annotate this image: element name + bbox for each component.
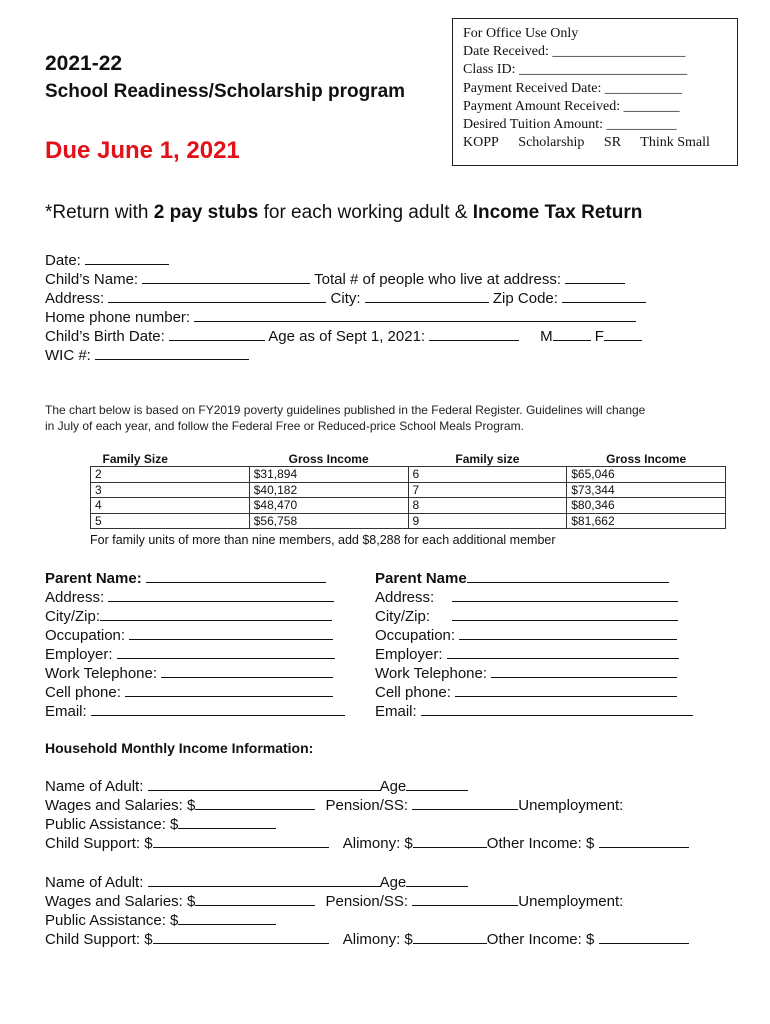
- parent1-name-label: Parent Name:: [45, 570, 142, 587]
- adult2-public-assistance-row: [45, 911, 276, 929]
- male-field[interactable]: [553, 327, 591, 341]
- adult1-age-label: Age: [379, 778, 407, 795]
- parent1-email-row: [45, 702, 345, 720]
- parent1-name-row: [45, 569, 326, 587]
- parent1-cell-row: [45, 683, 333, 701]
- parent1-occupation-label: Occupation:: [45, 627, 126, 644]
- table-cell: 8: [408, 498, 567, 514]
- parent2-email-field[interactable]: [421, 702, 693, 716]
- program-scholarship[interactable]: Scholarship: [518, 135, 585, 151]
- table-row: [91, 482, 726, 498]
- childs-name-label: Child’s Name:: [45, 271, 139, 288]
- table-cell: $80,346: [567, 498, 726, 514]
- office-use-box: [452, 18, 738, 166]
- adult1-public-assistance-field[interactable]: [178, 815, 276, 829]
- age-field[interactable]: [429, 327, 519, 341]
- program-think-small[interactable]: Think Small: [640, 135, 710, 151]
- office-class-id[interactable]: Class ID: ________________________: [463, 62, 687, 78]
- parent2-work-phone-field[interactable]: [491, 664, 677, 678]
- parent1-occupation-row: [45, 626, 333, 644]
- adult1-alimony-label: Alimony: $: [342, 835, 413, 852]
- adult1-age-field[interactable]: [406, 777, 468, 791]
- return-tax-return: Income Tax Return: [472, 202, 643, 223]
- col-header-family-size-2: Family size: [455, 452, 520, 466]
- home-phone-row: [45, 308, 636, 326]
- adult2-wages-row: [45, 892, 623, 910]
- program-kopp[interactable]: KOPP: [463, 135, 499, 151]
- adult2-age-label: Age: [379, 874, 407, 891]
- wic-row: [45, 346, 249, 364]
- adult2-name-field[interactable]: [148, 873, 380, 887]
- adult1-unemployment-label: Unemployment:: [518, 797, 624, 814]
- adult2-public-assistance-field[interactable]: [178, 911, 276, 925]
- table-cell: 5: [91, 513, 250, 529]
- school-year: 2021-22: [45, 52, 123, 75]
- table-header-row: [91, 452, 726, 467]
- address-field[interactable]: [108, 289, 326, 303]
- table-row: [91, 513, 726, 529]
- adult1-public-assistance-label: Public Assistance: $: [45, 816, 179, 833]
- table-cell: $40,182: [249, 482, 408, 498]
- date-field[interactable]: [85, 251, 169, 265]
- parent2-occupation-label: Occupation:: [375, 627, 456, 644]
- parent2-employer-label: Employer:: [375, 646, 443, 663]
- parent1-work-phone-label: Work Telephone:: [45, 665, 158, 682]
- parent1-email-label: Email:: [45, 703, 87, 720]
- office-desired-tuition[interactable]: Desired Tuition Amount: __________: [463, 117, 677, 133]
- adult1-pension-label: Pension/SS:: [325, 797, 409, 814]
- adult2-age-field[interactable]: [406, 873, 468, 887]
- age-label: Age as of Sept 1, 2021:: [268, 328, 426, 345]
- wic-field[interactable]: [95, 346, 249, 360]
- birth-date-label: Child’s Birth Date:: [45, 328, 165, 345]
- home-phone-label: Home phone number:: [45, 309, 191, 326]
- parent1-email-field[interactable]: [91, 702, 345, 716]
- return-middle: for each working adult &: [258, 202, 473, 223]
- parent1-occupation-field[interactable]: [129, 626, 333, 640]
- home-phone-field[interactable]: [194, 308, 636, 322]
- chart-note-line1: The chart below is based on FY2019 poverty guidelines published in the Federal Register. Guidelines will change: [45, 403, 646, 417]
- program-sr[interactable]: SR: [603, 135, 622, 151]
- office-program-options: [463, 134, 737, 152]
- office-payment-received-date[interactable]: Payment Received Date: ___________: [463, 80, 682, 96]
- table-cell: 2: [91, 467, 250, 483]
- parent2-cell-row: [375, 683, 677, 701]
- col-header-family-size: Family Size: [102, 452, 168, 466]
- parent1-address-field[interactable]: [108, 588, 334, 602]
- parent1-cityzip-row: [45, 607, 332, 625]
- parent1-cityzip-field[interactable]: [100, 607, 332, 621]
- zip-label: Zip Code:: [492, 290, 558, 307]
- adult2-child-support-label: Child Support: $: [45, 931, 153, 948]
- parent2-address-row: [375, 588, 678, 606]
- female-field[interactable]: [604, 327, 642, 341]
- parent2-cell-field[interactable]: [455, 683, 677, 697]
- adult1-alimony-field[interactable]: [413, 834, 487, 848]
- birth-date-row: [45, 327, 642, 345]
- parent1-address-row: [45, 588, 334, 606]
- total-people-label: Total # of people who live at address:: [314, 271, 561, 288]
- adult2-pension-field[interactable]: [412, 892, 518, 906]
- table-cell: $56,758: [249, 513, 408, 529]
- parent1-employer-row: [45, 645, 335, 663]
- table-cell: 3: [91, 482, 250, 498]
- parent2-name-row: [375, 569, 669, 587]
- return-prefix: *Return with: [45, 202, 154, 223]
- male-label: M: [540, 328, 553, 345]
- date-label: Date:: [45, 252, 81, 269]
- parent2-work-phone-label: Work Telephone:: [375, 665, 488, 682]
- table-cell: $81,662: [567, 513, 726, 529]
- parent1-work-phone-field[interactable]: [161, 664, 333, 678]
- additional-member-note: For family units of more than nine members, add $8,288 for each additional member: [90, 533, 556, 547]
- adult2-child-support-field[interactable]: [153, 930, 329, 944]
- adult1-wages-row: [45, 796, 623, 814]
- parent2-cell-label: Cell phone:: [375, 684, 451, 701]
- adult2-pension-label: Pension/SS:: [325, 893, 409, 910]
- parent2-address-label: Address:: [375, 589, 435, 606]
- parent1-employer-label: Employer:: [45, 646, 113, 663]
- office-payment-amount[interactable]: Payment Amount Received: ________: [463, 98, 680, 114]
- parent1-cell-field[interactable]: [125, 683, 333, 697]
- table-cell: $48,470: [249, 498, 408, 514]
- adult1-other-income-field[interactable]: [599, 834, 689, 848]
- income-guideline-table: [90, 452, 726, 529]
- table-row: [91, 467, 726, 483]
- return-pay-stubs: 2 pay stubs: [153, 202, 259, 223]
- adult1-name-row: [45, 777, 468, 795]
- office-date-received[interactable]: Date Received: ___________________: [463, 44, 686, 60]
- adult2-unemployment-label: Unemployment:: [518, 893, 624, 910]
- table-cell: $73,344: [567, 482, 726, 498]
- adult2-wages-label: Wages and Salaries: $: [45, 893, 196, 910]
- table-cell: $31,894: [249, 467, 408, 483]
- parent1-name-field[interactable]: [146, 569, 326, 583]
- adult2-name-row: [45, 873, 468, 891]
- childs-name-field[interactable]: [142, 270, 310, 284]
- program-title: School Readiness/Scholarship program: [45, 81, 406, 102]
- adult1-child-support-row: [45, 834, 689, 852]
- parent2-employer-field[interactable]: [447, 645, 679, 659]
- parent2-name-field[interactable]: [467, 569, 669, 583]
- chart-note-line2: in July of each year, and follow the Federal Free or Reduced-price School Meals Program.: [45, 419, 524, 433]
- address-row: [45, 289, 646, 307]
- parent1-work-phone-row: [45, 664, 333, 682]
- parent2-employer-row: [375, 645, 679, 663]
- table-cell: $65,046: [567, 467, 726, 483]
- table-cell: 7: [408, 482, 567, 498]
- office-title: For Office Use Only: [463, 26, 579, 41]
- adult2-child-support-row: [45, 930, 689, 948]
- adult2-other-income-field[interactable]: [599, 930, 689, 944]
- parent2-email-label: Email:: [375, 703, 417, 720]
- adult1-name-label: Name of Adult:: [45, 778, 144, 795]
- date-row: [45, 251, 169, 269]
- adult1-public-assistance-row: [45, 815, 276, 833]
- col-header-gross-income-2: Gross Income: [606, 452, 687, 466]
- adult1-name-field[interactable]: [148, 777, 380, 791]
- adult1-wages-field[interactable]: [195, 796, 315, 810]
- adult1-child-support-field[interactable]: [153, 834, 329, 848]
- adult2-public-assistance-label: Public Assistance: $: [45, 912, 179, 929]
- female-label: F: [594, 328, 604, 345]
- parent1-cell-label: Cell phone:: [45, 684, 121, 701]
- parent2-address-field[interactable]: [452, 588, 678, 602]
- wic-label: WIC #:: [45, 347, 91, 364]
- adult1-pension-field[interactable]: [412, 796, 518, 810]
- parent2-occupation-field[interactable]: [459, 626, 677, 640]
- adult1-child-support-label: Child Support: $: [45, 835, 153, 852]
- table-cell: 6: [408, 467, 567, 483]
- adult1-wages-label: Wages and Salaries: $: [45, 797, 196, 814]
- childs-name-row: [45, 270, 625, 288]
- parent1-cityzip-label: City/Zip:: [45, 608, 101, 625]
- parent2-email-row: [375, 702, 693, 720]
- table-cell: 4: [91, 498, 250, 514]
- adult2-alimony-field[interactable]: [413, 930, 487, 944]
- birth-date-field[interactable]: [169, 327, 265, 341]
- total-people-field[interactable]: [565, 270, 625, 284]
- adult2-wages-field[interactable]: [195, 892, 315, 906]
- table-cell: 9: [408, 513, 567, 529]
- adult2-other-income-label: Other Income: $: [486, 931, 595, 948]
- parent1-employer-field[interactable]: [117, 645, 335, 659]
- return-instructions: [45, 202, 642, 224]
- parent1-address-label: Address:: [45, 589, 105, 606]
- table-row: [91, 498, 726, 514]
- parent2-work-phone-row: [375, 664, 677, 682]
- parent2-cityzip-field[interactable]: [452, 607, 678, 621]
- adult2-alimony-label: Alimony: $: [342, 931, 413, 948]
- zip-field[interactable]: [562, 289, 646, 303]
- parent2-cityzip-row: [375, 607, 678, 625]
- due-date: Due June 1, 2021: [45, 137, 240, 164]
- adult2-name-label: Name of Adult:: [45, 874, 144, 891]
- parent2-name-label: Parent Name: [375, 570, 467, 587]
- parent2-occupation-row: [375, 626, 677, 644]
- city-field[interactable]: [365, 289, 489, 303]
- parent2-cityzip-label: City/Zip:: [375, 608, 431, 625]
- city-label: City:: [330, 290, 361, 307]
- col-header-gross-income: Gross Income: [288, 452, 369, 466]
- address-label: Address:: [45, 290, 105, 307]
- adult1-other-income-label: Other Income: $: [486, 835, 595, 852]
- household-title: Household Monthly Income Information:: [45, 740, 314, 756]
